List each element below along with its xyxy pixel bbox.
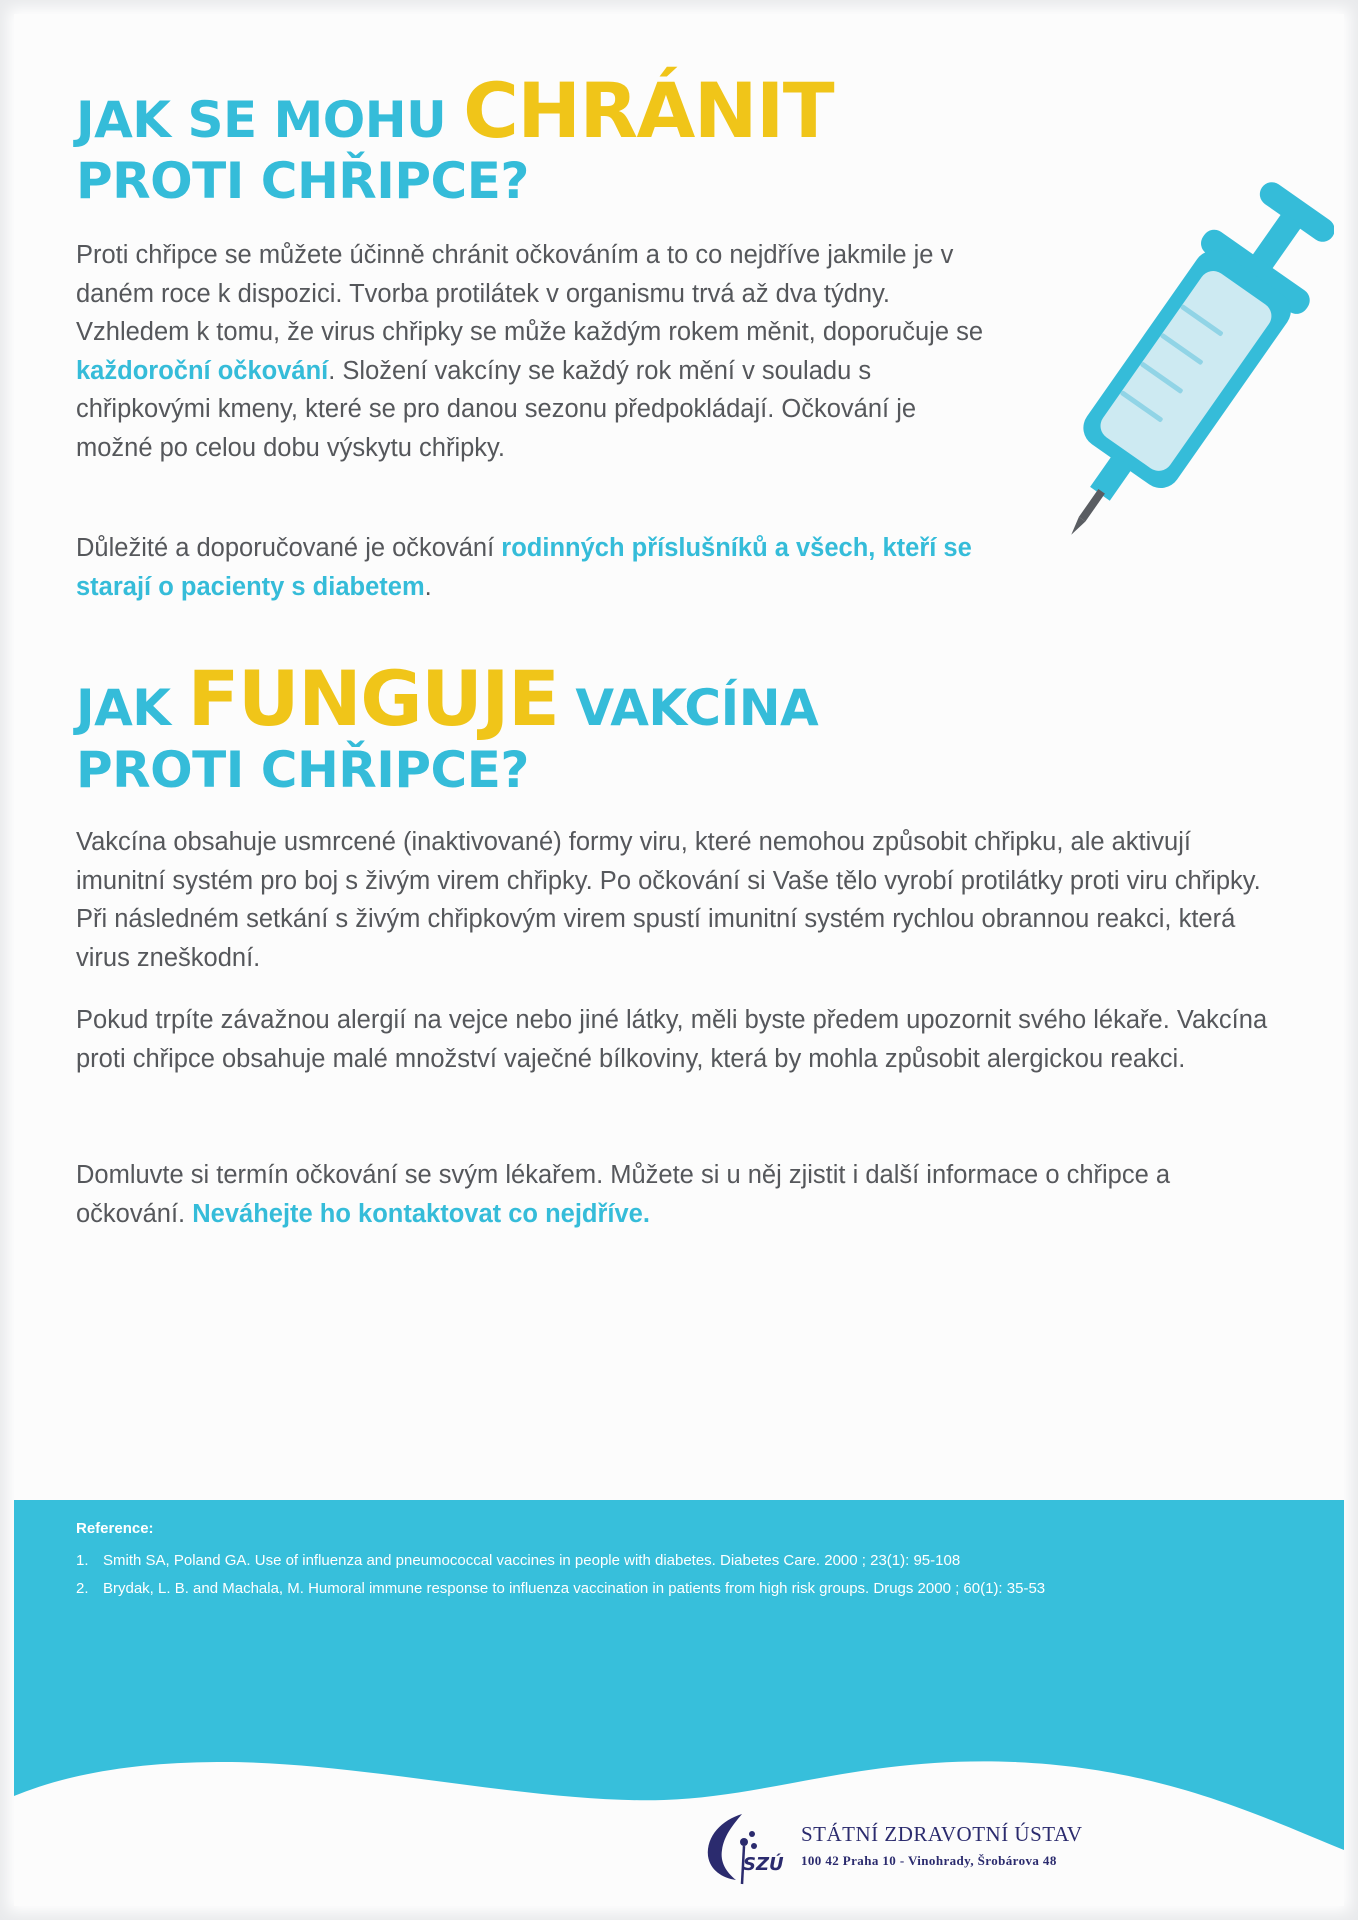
section1-p1-text-a: Proti chřipce se můžete účinně chránit očkováním a to co nejdříve jakmile je v daném roce k dispozici. Tvorba protilátek v organismu trvá až dva týdny. Vzhledem k tomu, že virus chřipky se může každým rokem měnit, doporučuje se: [76, 241, 984, 346]
section2-paragraph-2: Pokud trpíte závažnou alergií na vejce nebo jiné látky, měli byste předem upozornit svého lékaře. Vakcína proti chřipce obsahuje malé množství vaječné bílkoviny, která by mohla způsobit alergickou reakci.: [76, 1006, 1268, 1073]
section2-paragraph-1: Vakcína obsahuje usmrcené (inaktivované) formy viru, které nemohou způsobit chřipku, ale aktivují imunitní systém pro boj s živým virem chřipky. Po očkování si Vaše tělo vyrobí protilátky proti viru chřipky. Při následném setkání s živým chřipkovým virem spustí imunitní systém rychlou obrannou reakci, která virus zneškodní.: [76, 828, 1261, 972]
reference-text: Brydak, L. B. and Machala, M. Humoral immune response to influenza vaccination in patients from high risk groups. Drugs 2000 ; 60(1): 35-53: [103, 1580, 1046, 1597]
section1-p2-text-a: Důležité a doporučované je očkování: [76, 534, 502, 562]
section1-heading: [76, 66, 834, 155]
section2-heading-pre: JAK: [76, 679, 188, 737]
section1-heading-line2: PROTI CHŘIPCE?: [76, 152, 529, 210]
logo-address: 100 42 Praha 10 - Vinohrady, Šrobárova 48: [801, 1853, 1057, 1868]
references: [76, 1520, 1045, 1603]
section1-p2-text-b: .: [424, 572, 432, 601]
section2-heading-post: VAKCÍNA: [558, 679, 819, 737]
section2-paragraph-3: [76, 1156, 1286, 1233]
reference-item: [76, 1575, 1045, 1603]
section2-heading: [76, 654, 819, 743]
szu-logo: [692, 1808, 1132, 1888]
syringe-icon: [1034, 162, 1334, 582]
logo-org-name: STÁTNÍ ZDRAVOTNÍ ÚSTAV: [801, 1822, 1083, 1846]
section1-paragraph-2: [76, 529, 986, 606]
section1-p2-highlight: rodinných příslušníků a všech, kteří se starají o pacienty s diabetem: [76, 534, 972, 601]
reference-text: Smith SA, Poland GA. Use of influenza and pneumococcal vaccines in people with diabetes. Diabetes Care. 2000 ; 23(1): 95-108: [103, 1552, 961, 1569]
section2-heading-line2: PROTI CHŘIPCE?: [76, 741, 529, 799]
references-title: Reference:: [76, 1520, 154, 1537]
logo-abbreviation: SZÚ: [743, 1854, 784, 1875]
flyer-page: [14, 14, 1344, 1906]
reference-item: [76, 1547, 1045, 1575]
section1-heading-emphasis: CHRÁNIT: [463, 66, 834, 155]
reference-number: 2.: [76, 1580, 89, 1597]
section2-p3-text: Domluvte si termín očkování se svým lékařem. Můžete si u něj zjistit i další informace o chřipce a očkování.: [76, 1161, 1171, 1228]
szu-logo-icon: [692, 1808, 792, 1888]
section1-heading-pre: JAK SE MOHU: [76, 91, 464, 149]
section1-p1-highlight: každoroční očkování: [76, 356, 329, 385]
reference-number: 1.: [76, 1552, 89, 1569]
section1-paragraph-1: [76, 236, 986, 467]
section2-heading-emphasis: FUNGUJE: [187, 654, 559, 743]
section2-p3-highlight: Neváhejte ho kontaktovat co nejdříve.: [192, 1199, 650, 1228]
section1-p1-text-b: . Složení vakcíny se každý rok mění v souladu s chřipkovými kmeny, které se pro danou sezonu předpokládají. Očkování je možné po celou dobu výskytu chřipky.: [76, 356, 917, 462]
